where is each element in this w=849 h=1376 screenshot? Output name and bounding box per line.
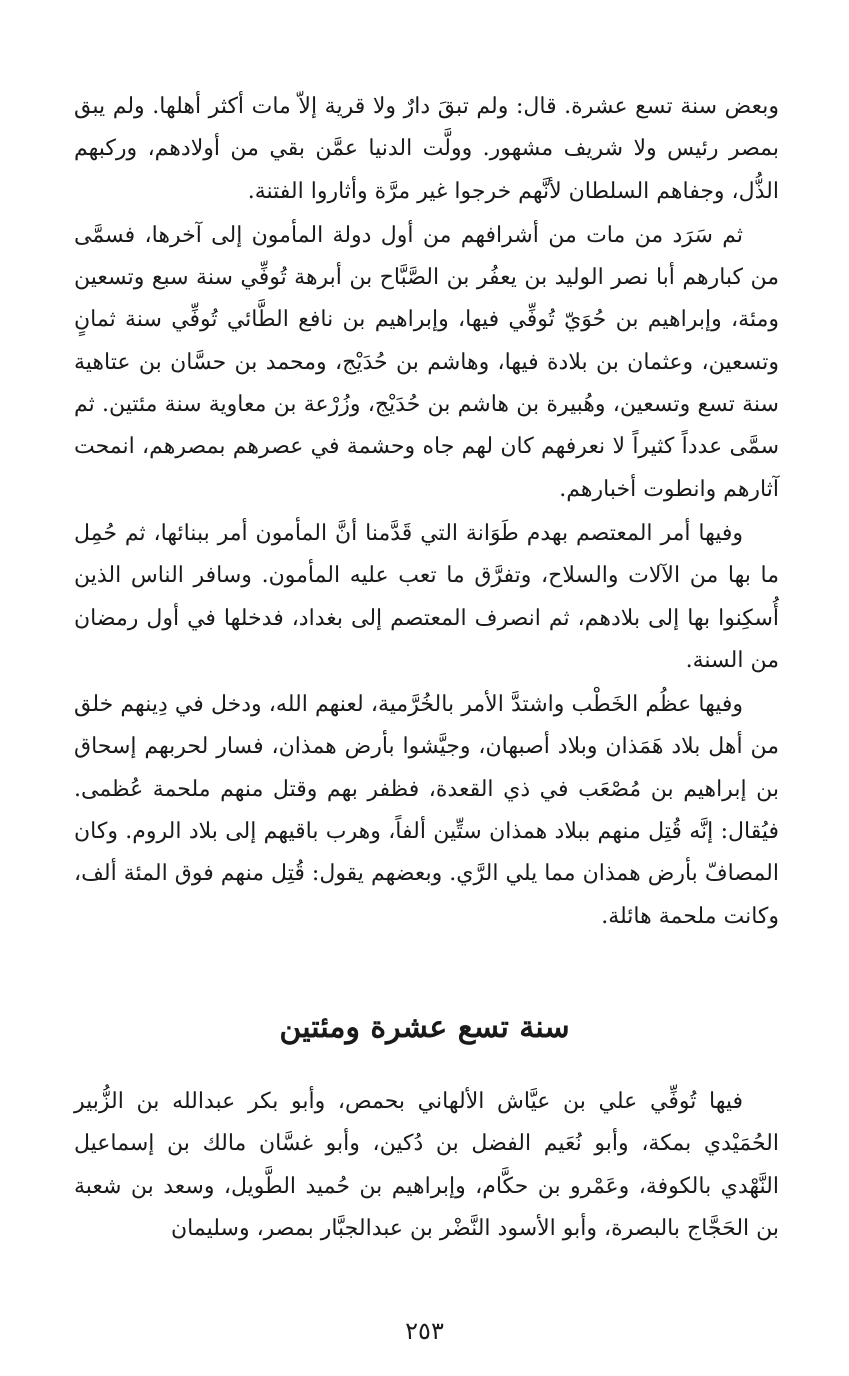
new-section-text-block (74, 1081, 779, 1252)
continuation-text-block (74, 86, 779, 940)
section-heading: سنة تسع عشرة ومئتين (279, 1010, 570, 1045)
paragraph: وفيها أمر المعتصم بهدم طَوَانة التي قَدَّمنا أنَّ المأمون أمر ببنائها، ثم حُمِل ما بها من الآلات والسلاح، وتفرَّق ما تعب عليه المأمون. وسافر الناس الذين أُسكِنوا بها إلى بلادهم، ثم انصرف المعتصم إلى بغداد، فدخلها في أول رمضان من السنة. (74, 520, 779, 673)
paragraph: ثم سَرَد من مات من أشرافهم من أول دولة المأمون إلى آخرها، فسمَّى من كبارهم أبا نصر الوليد بن يعفُر بن الصَّبَّاح بن أبرهة تُوفِّي سنة سبع وتسعين ومئة، وإبراهيم بن حُوَيّ تُوفِّي فيها، وإبراهيم بن نافع الطَّائي تُوفِّي سنة ثمانٍ وتسعين، وعثمان بن بلادة فيها، وهاشم بن حُدَيْج، ومحمد بن حسَّان بن عتاهية سنة تسع وتسعين، وهُبيرة بن هاشم بن حُدَيْج، وزُرْعة بن معاوية سنة مئتين. ثم سمَّى عدداً كثيراً لا نعرفهم كان لهم جاه وحشمة في عصرهم بمصرهم، انمحت آثارهم وانطوت أخبارهم. (74, 222, 779, 502)
paragraph: وفيها عظُم الخَطْب واشتدَّ الأمر بالخُرَّمية، لعنهم الله، ودخل في دِينهم خلق من أهل بلاد هَمَذان وبلاد أصبهان، وجيَّشوا بأرض همذان، فسار لحربهم إسحاق بن إبراهيم بن مُصْعَب في ذي القعدة، فظفر بهم وقتل منهم ملحمة عُظمى. فيُقال: إنَّه قُتِل منهم ببلاد همذان ستِّين ألفاً، وهرب باقيهم إلى بلاد الروم. وكان المصافّ بأرض همذان مما يلي الرَّي. وبعضهم يقول: قُتِل منهم فوق المئة ألف، وكانت ملحمة هائلة. (74, 692, 779, 929)
page-number: ٢٥٣ (405, 1317, 444, 1345)
paragraph: وبعض سنة تسع عشرة. قال: ولم تبقَ دارٌ ولا قرية إلاّ مات أكثر أهلها. ولم يبق بمصر رئيس ولا شريف مشهور. وولَّت الدنيا عمَّن بقي من أولادهم، وركبهم الذُّل، وجفاهم السلطان لأنَّهم خرجوا غير مرَّة وأثاروا الفتنة. (74, 94, 779, 204)
paragraph: فيها تُوفِّي علي بن عيَّاش الألهاني بحمص، وأبو بكر عبدالله بن الزُّبير الحُمَيْدي بمكة، وأبو نُعَيم الفضل بن دُكين، وأبو غسَّان مالك بن إسماعيل النَّهْدي بالكوفة، وعَمْرو بن حكَّام، وإبراهيم بن حُميد الطَّويل، وسعد بن شعبة بن الحَجَّاج بالبصرة، وأبو الأسود النَّضْر بن عبدالجبَّار بمصر، وسليمان (74, 1089, 779, 1241)
